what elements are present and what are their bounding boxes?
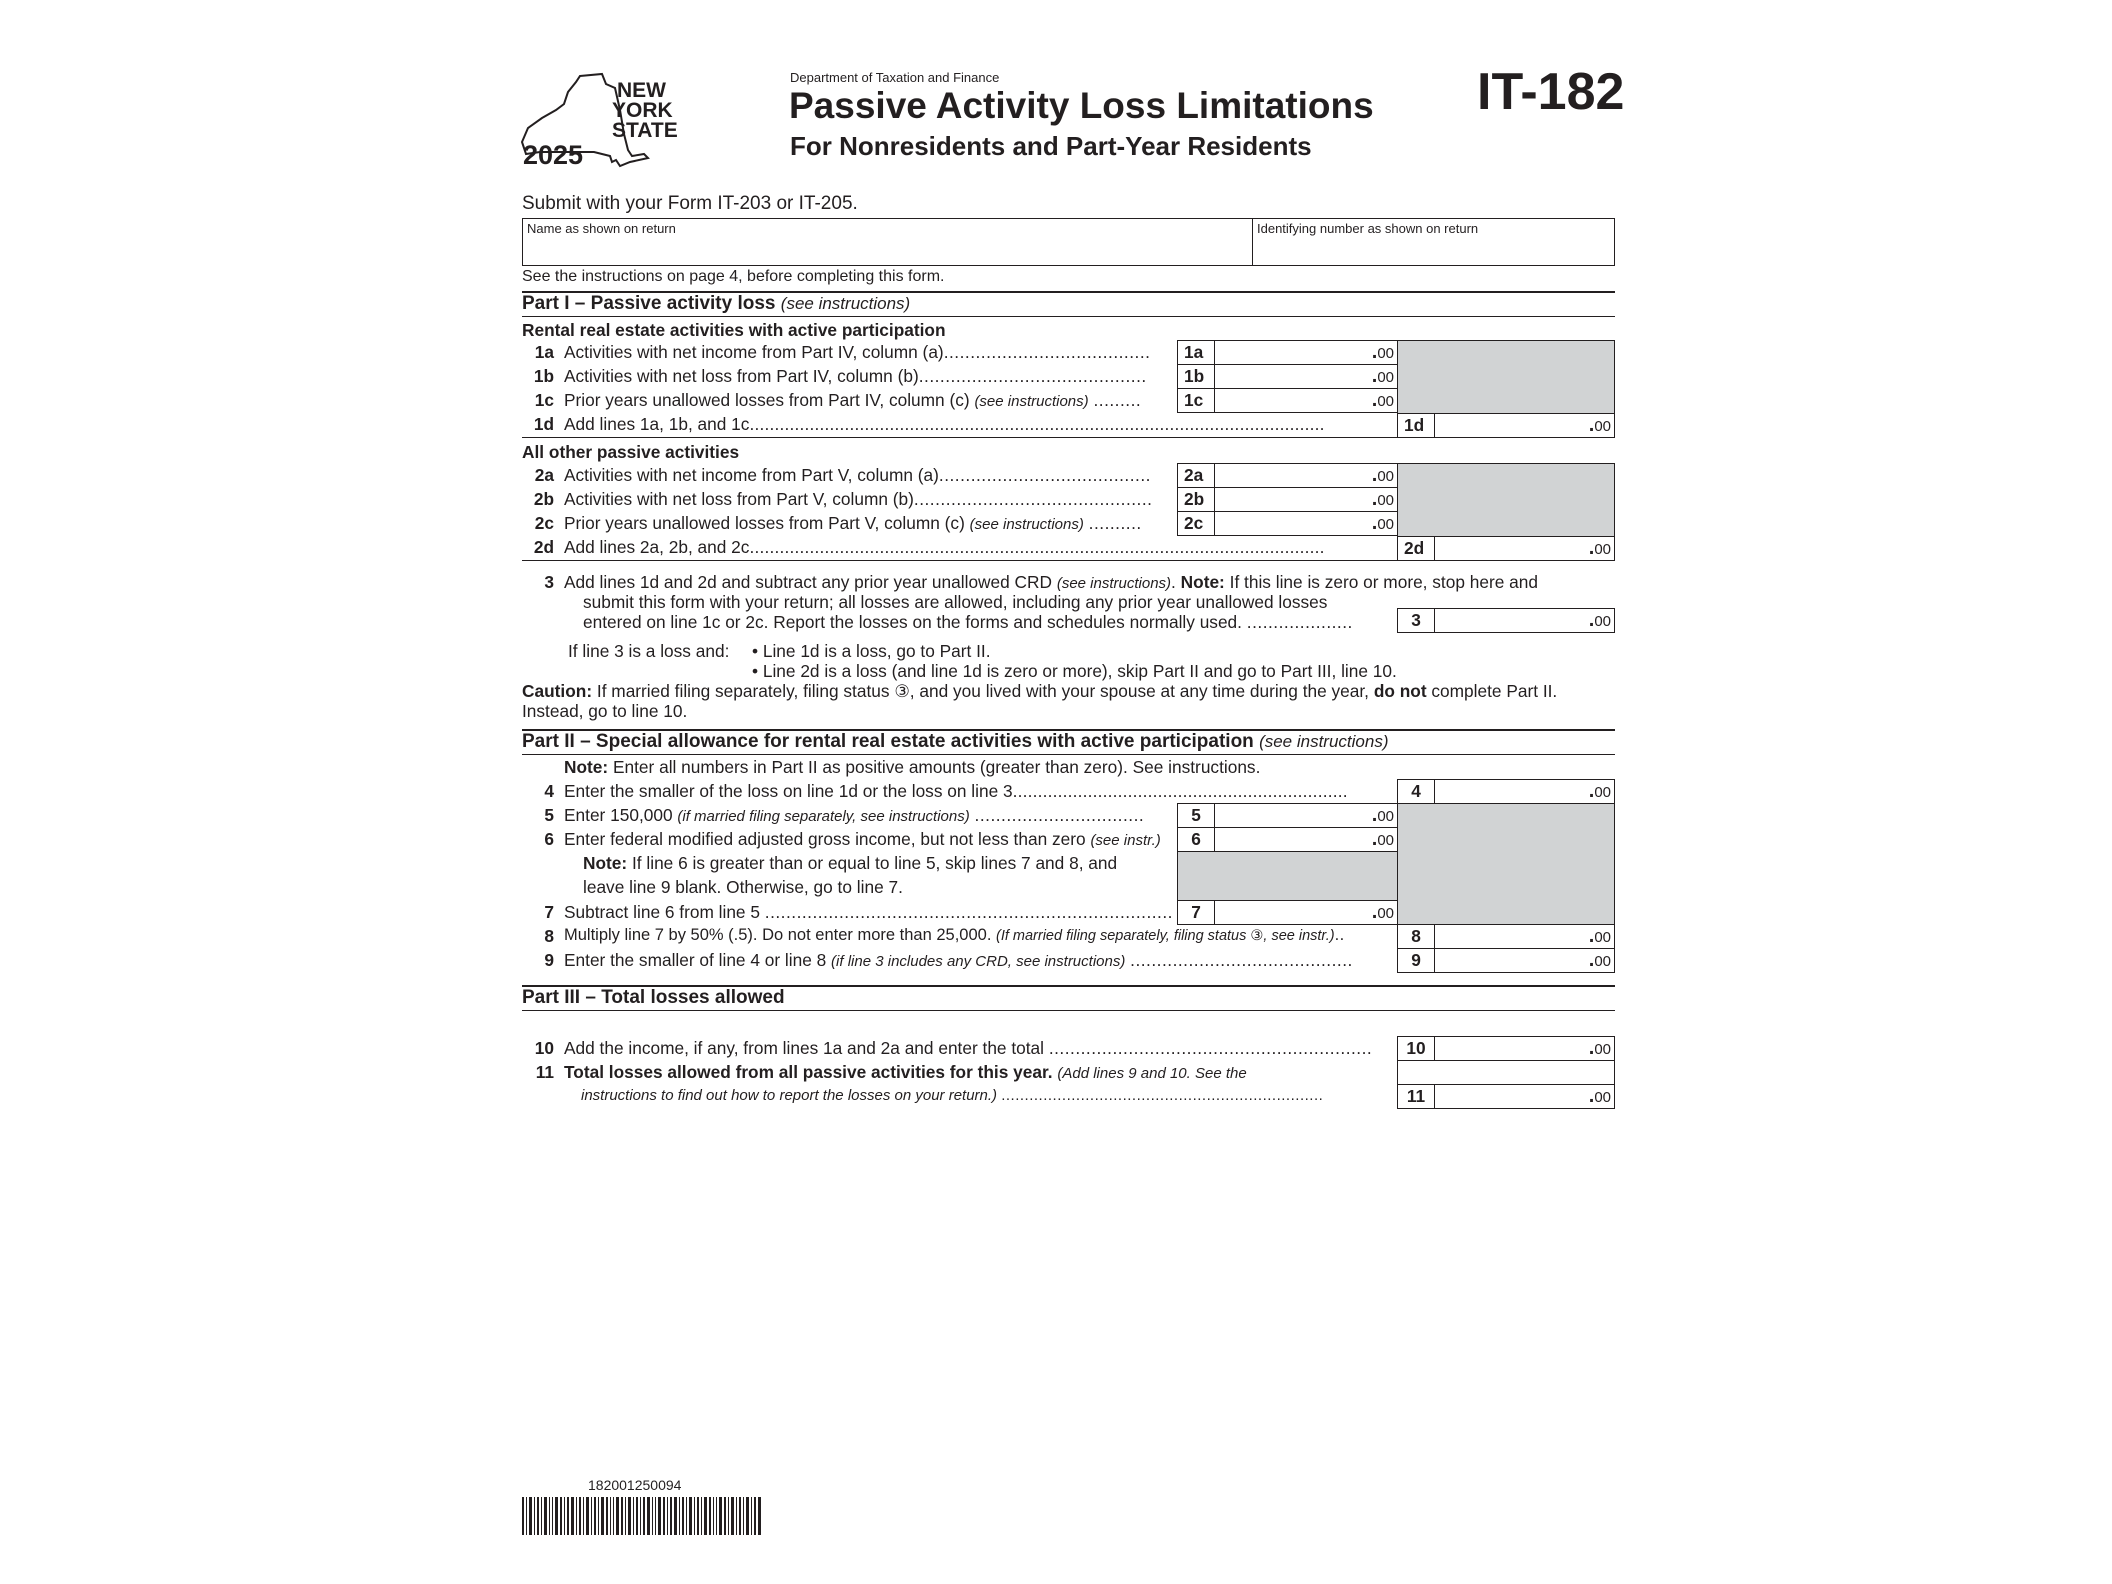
- line-1c-amount[interactable]: .00: [1214, 388, 1398, 413]
- line-2d-amount[interactable]: .00: [1434, 536, 1615, 561]
- name-field[interactable]: [522, 218, 1253, 266]
- line-5-number: 5: [544, 805, 554, 825]
- line-3-text-3: entered on line 1c or 2c. Report the losses on the forms and schedules normally used. ....................: [583, 612, 1353, 632]
- part3-heading-rule: [522, 1010, 1615, 1011]
- line-4-number: 4: [544, 781, 554, 801]
- shaded-area-2: [1397, 463, 1615, 537]
- part1-heading: [522, 293, 910, 315]
- identifying-number-label: Identifying number as shown on return: [1257, 221, 1479, 236]
- form-title: Passive Activity Loss Limitations: [789, 85, 1374, 126]
- part2-heading-title: Part II – Special allowance for rental real estate activities with active participation: [522, 731, 1254, 752]
- line-6-text: Enter federal modified adjusted gross income, but not less than zero (see instr.): [564, 829, 1161, 849]
- line-7-text: Subtract line 6 from line 5 .............................................................................: [564, 902, 1173, 922]
- line-6-note-2: leave line 9 blank. Otherwise, go to line 7.: [583, 877, 903, 897]
- line-2d-rule: [522, 560, 1397, 561]
- line-2d-number: 2d: [533, 537, 554, 557]
- shaded-area-3: [1397, 803, 1615, 925]
- line-4-label: 4: [1397, 779, 1435, 804]
- line-2c-number: 2c: [534, 513, 554, 533]
- line-11-amount[interactable]: .00: [1434, 1084, 1615, 1109]
- bullet-line-1d: • Line 1d is a loss, go to Part II.: [752, 641, 991, 661]
- line-10-text: Add the income, if any, from lines 1a and 2a and enter the total .............................................................: [564, 1038, 1373, 1058]
- line-2b-amount[interactable]: .00: [1214, 487, 1398, 512]
- line-2d-label: 2d: [1397, 536, 1435, 561]
- line-6-amount[interactable]: .00: [1214, 827, 1398, 852]
- line-2b-text: Activities with net loss from Part V, column (b).............................................: [564, 489, 1153, 509]
- line-1d-number: 1d: [533, 414, 554, 434]
- name-field-label: Name as shown on return: [527, 221, 676, 236]
- line-1d-rule: [522, 437, 1397, 438]
- line-10-number: 10: [534, 1038, 554, 1058]
- line-8-number: 8: [544, 926, 554, 946]
- line-1c-number: 1c: [534, 390, 554, 410]
- line-2b-label: 2b: [1177, 487, 1215, 512]
- line-1a-text: Activities with net income from Part IV, column (a).......................................: [564, 342, 1151, 362]
- line-2c-label: 2c: [1177, 511, 1215, 536]
- shaded-area-4: [1177, 851, 1398, 901]
- line-2c-text: Prior years unallowed losses from Part V, column (c) (see instructions) ..........: [564, 513, 1142, 533]
- part1-heading-note: (see instructions): [780, 294, 911, 313]
- submit-instruction: Submit with your Form IT-203 or IT-205.: [522, 193, 858, 214]
- form-year: 2025: [523, 140, 584, 170]
- line-2b-number: 2b: [533, 489, 554, 509]
- line-2a-number: 2a: [534, 465, 554, 485]
- line-2a-amount[interactable]: .00: [1214, 463, 1398, 488]
- line-6-label: 6: [1177, 827, 1215, 852]
- line-1d-amount[interactable]: .00: [1434, 413, 1615, 438]
- line-1a-amount[interactable]: .00: [1214, 340, 1398, 365]
- shaded-area-1: [1397, 340, 1615, 414]
- line-11-box-top: [1397, 1060, 1615, 1085]
- line-9-label: 9: [1397, 948, 1435, 973]
- line-6-note-1: Note: If line 6 is greater than or equal to line 5, skip lines 7 and 8, and: [583, 853, 1118, 873]
- line-5-label: 5: [1177, 803, 1215, 828]
- logo-word-york: YORK: [612, 99, 673, 122]
- line-4-amount[interactable]: .00: [1434, 779, 1615, 804]
- line-2d-text: Add lines 2a, 2b, and 2c...................................................................................................................: [564, 537, 1325, 557]
- logo-word-state: STATE: [612, 119, 678, 142]
- line-5-amount[interactable]: .00: [1214, 803, 1398, 828]
- logo-word-new: NEW: [617, 79, 666, 102]
- line-5-text: Enter 150,000 (if married filing separately, see instructions) ................................: [564, 805, 1145, 825]
- part2-note: Note: Enter all numbers in Part II as positive amounts (greater than zero). See instructions.: [564, 757, 1261, 777]
- barcode-number: 182001250094: [588, 1477, 682, 1493]
- line-11-label: 11: [1397, 1084, 1435, 1109]
- identifying-number-field[interactable]: [1252, 218, 1615, 266]
- line-11-number: 11: [535, 1062, 554, 1082]
- line-1a-label: 1a: [1177, 340, 1215, 365]
- other-passive-heading: All other passive activities: [522, 442, 740, 462]
- line-1c-text: Prior years unallowed losses from Part IV, column (c) (see instructions) .........: [564, 390, 1142, 410]
- line-1c-label: 1c: [1177, 388, 1215, 413]
- line-10-amount[interactable]: .00: [1434, 1036, 1615, 1061]
- bullet-line-2d: • Line 2d is a loss (and line 1d is zero or more), skip Part II and go to Part III, line 10.: [752, 661, 1397, 681]
- line-1b-text: Activities with net loss from Part IV, column (b)...........................................: [564, 366, 1147, 386]
- part3-heading: Part III – Total losses allowed: [522, 987, 785, 1008]
- line-1a-number: 1a: [534, 342, 554, 362]
- see-instructions-note: See the instructions on page 4, before completing this form.: [522, 268, 945, 285]
- part1-heading-rule: [522, 316, 1615, 317]
- line-7-label: 7: [1177, 900, 1215, 925]
- line-8-text: Multiply line 7 by 50% (.5). Do not enter more than 25,000. (If married filing separately, filing status ③, see instr.)..: [564, 926, 1345, 944]
- line-2c-amount[interactable]: .00: [1214, 511, 1398, 536]
- line-9-amount[interactable]: .00: [1434, 948, 1615, 973]
- rental-heading: Rental real estate activities with active participation: [522, 320, 946, 340]
- line-9-number: 9: [544, 950, 554, 970]
- line-1b-amount[interactable]: .00: [1214, 364, 1398, 389]
- line-3-text-2: submit this form with your return; all losses are allowed, including any prior year unallowed losses: [583, 592, 1328, 612]
- line-8-amount[interactable]: .00: [1434, 924, 1615, 949]
- line-10-label: 10: [1397, 1036, 1435, 1061]
- part1-heading-title: Part I – Passive activity loss: [522, 293, 776, 314]
- part2-heading-note: (see instructions): [1259, 732, 1389, 751]
- line-3-amount[interactable]: .00: [1434, 608, 1615, 633]
- line-1b-label: 1b: [1177, 364, 1215, 389]
- line-1d-label: 1d: [1397, 413, 1435, 438]
- department-name: Department of Taxation and Finance: [790, 70, 1000, 85]
- part2-heading-rule: [522, 754, 1615, 755]
- caution-line-1: Caution: If married filing separately, filing status ③, and you lived with your spouse at any time during the year, do not complete Part II.: [522, 681, 1558, 701]
- line-6-number: 6: [544, 829, 554, 849]
- barcode-image: [522, 1497, 762, 1535]
- line-11-text-1: Total losses allowed from all passive activities for this year. (Add lines 9 and 10. See the: [564, 1062, 1247, 1082]
- line-1d-text: Add lines 1a, 1b, and 1c...................................................................................................................: [564, 414, 1325, 434]
- if-line3-loss: If line 3 is a loss and:: [568, 641, 730, 661]
- line-1b-number: 1b: [533, 366, 554, 386]
- part2-heading: [522, 731, 1389, 753]
- line-4-text: Enter the smaller of the loss on line 1d or the loss on line 3...................................................................: [564, 781, 1348, 801]
- form-subtitle: For Nonresidents and Part-Year Residents: [790, 131, 1312, 161]
- line-11-text-2: instructions to find out how to report the losses on your return.) .....................................................................: [581, 1087, 1324, 1104]
- form-number: IT-182: [1477, 63, 1625, 121]
- line-7-number: 7: [544, 902, 554, 922]
- caution-line-2: Instead, go to line 10.: [522, 701, 688, 721]
- line-8-label: 8: [1397, 924, 1435, 949]
- line-2a-label: 2a: [1177, 463, 1215, 488]
- line-9-text: Enter the smaller of line 4 or line 8 (if line 3 includes any CRD, see instructions) ..........................................: [564, 950, 1353, 970]
- line-3-text-1: Add lines 1d and 2d and subtract any prior year unallowed CRD (see instructions). Note: If this line is zero or more, stop here and: [564, 572, 1538, 592]
- line-3-number: 3: [544, 572, 554, 592]
- line-3-label: 3: [1397, 608, 1435, 633]
- line-2a-text: Activities with net income from Part V, column (a)........................................: [564, 465, 1151, 485]
- line-7-amount[interactable]: .00: [1214, 900, 1398, 925]
